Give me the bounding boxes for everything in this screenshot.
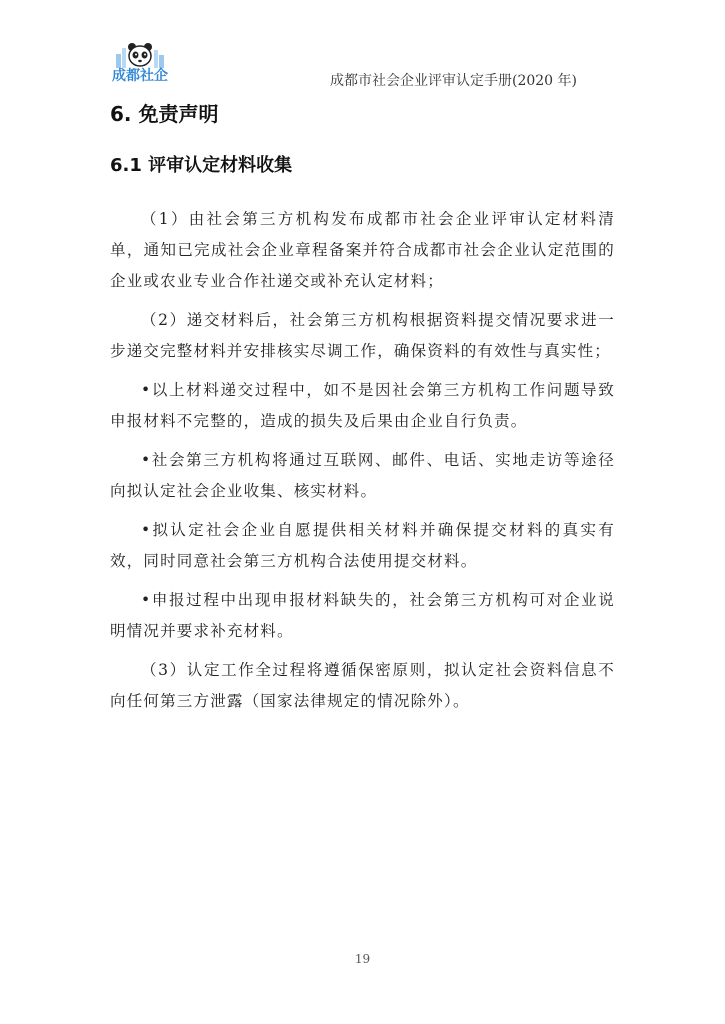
bullet-paragraph: •以上材料递交过程中，如不是因社会第三方机构工作问题导致申报材料不完整的，造成的损失及后果由企业自行负责。 [110,381,615,430]
running-header: 成都市社会企业评审认定手册(2020 年) [330,73,578,89]
bullet-paragraph: •申报过程中出现申报材料缺失的，社会第三方机构可对企业说明情况并要求补充材料。 [110,591,615,640]
section-heading: 6. 免责声明 [110,102,219,126]
paragraph: （1）由社会第三方机构发布成都市社会企业评审认定材料清单，通知已完成社会企业章程备案并符合成都市社会企业认定范围的企业或农业专业合作社递交或补充认定材料； [110,210,615,290]
paragraph: （2）递交材料后，社会第三方机构根据资料提交情况要求进一步递交完整材料并安排核实尽调工作，确保资料的有效性与真实性； [110,311,615,360]
bullet-paragraph: •社会第三方机构将通过互联网、邮件、电话、实地走访等途径向拟认定社会企业收集、核实材料。 [110,451,615,500]
panda-icon [110,40,170,70]
logo-text: 成都社企 [112,68,168,84]
body-text [110,204,615,725]
page-number: 19 [354,952,371,966]
bullet-paragraph: •拟认定社会企业自愿提供相关材料并确保提交材料的真实有效，同时同意社会第三方机构合法使用提交材料。 [110,521,615,570]
panda-logo [110,40,170,88]
paragraph: （3）认定工作全过程将遵循保密原则，拟认定社会资料信息不向任何第三方泄露（国家法律规定的情况除外）。 [110,661,615,710]
subsection-heading: 6.1 评审认定材料收集 [110,155,293,176]
